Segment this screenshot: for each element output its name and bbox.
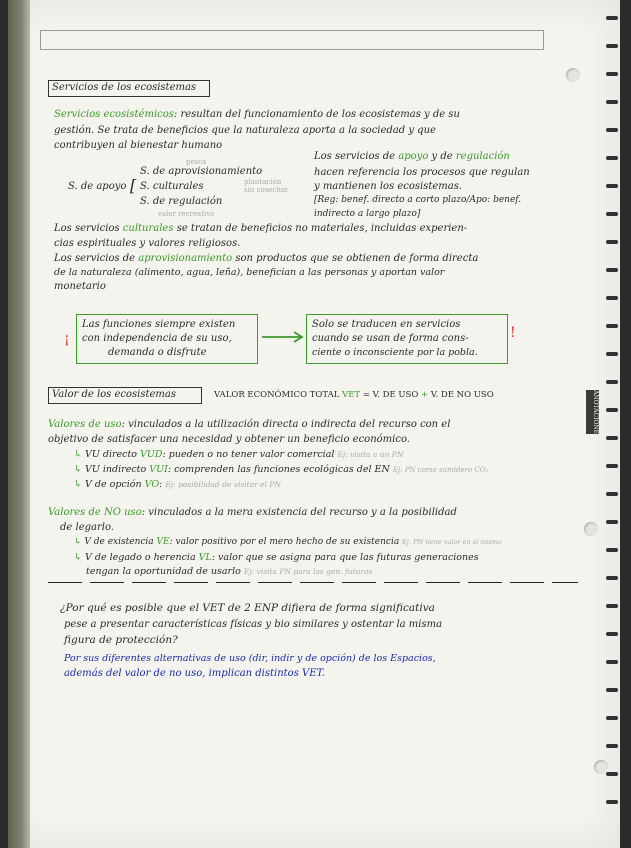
answer-line-1: Por sus diferentes alternativas de uso (dir, indir y de opción) de los Espacios, <box>64 653 436 664</box>
vet-formula: VALOR ECONÓMICO TOTAL VET = V. DE USO + V. DE NO USO <box>214 390 494 400</box>
ring <box>606 240 618 244</box>
callout-left-line-3: demanda o disfrute <box>108 347 207 358</box>
separator-dash <box>258 582 292 584</box>
ring <box>606 324 618 328</box>
separator-dash <box>468 582 502 584</box>
separator-dash <box>132 582 166 584</box>
ring <box>606 772 618 776</box>
binder-rings <box>606 0 620 848</box>
service-regulacion: S. de regulación <box>140 196 223 207</box>
ring <box>606 632 618 636</box>
header-field <box>40 30 544 50</box>
punch-hole <box>594 760 608 774</box>
punch-hole <box>584 522 598 536</box>
no-uso-item-ve: ↳ V de existencia VE: valor positivo por el mero hecho de su existencia Ej: PN tiene valor en sí mismo <box>74 537 502 547</box>
ring <box>606 16 618 20</box>
ring <box>606 44 618 48</box>
valor-title: Valor de los ecosistemas <box>52 389 176 400</box>
index-sticker: ANOTACIONES <box>586 390 599 434</box>
separator-dash <box>552 582 578 584</box>
separator-dash <box>342 582 376 584</box>
punch-hole <box>566 68 580 82</box>
callout-right-line-3: ciente o inconsciente por la pobla. <box>312 347 478 358</box>
ring <box>606 352 618 356</box>
callout-left-line-2: con independencia de su uso, <box>82 333 232 344</box>
definition-term: Servicios ecosistémicos <box>54 109 174 120</box>
uso-line-1: Valores de uso: vinculados a la utilización directa o indirecta del recurso con el <box>48 419 451 430</box>
note-line-1: Los servicios de apoyo y de regulación <box>314 151 510 162</box>
ring <box>606 380 618 384</box>
ring <box>606 576 618 580</box>
separator-dash <box>510 582 544 584</box>
cultural-line-4: de la naturaleza (alimento, agua, leña), benefician a las personas y aportan valor <box>54 267 445 278</box>
no-uso-line-2: de legarlo. <box>60 522 114 533</box>
ring <box>606 268 618 272</box>
note-line-2: hacen referencia los procesos que regulan <box>314 167 530 178</box>
note-line-4: [Reg: benef. directo a corto plazo/Apo: benef. <box>314 195 522 205</box>
note-line-3: y mantienen los ecosistemas. <box>314 181 463 192</box>
uso-item-vo: ↳ V de opción VO: Ej: posibilidad de visitar el PN <box>74 479 281 490</box>
separator-dash <box>48 582 82 584</box>
cultural-line-5: monetario <box>54 281 106 292</box>
ring <box>606 184 618 188</box>
ring <box>606 464 618 468</box>
ring <box>606 408 618 412</box>
uso-item-vud: ↳ VU directo VUD: pueden o no tener valor comercial Ej: visita a un PN <box>74 449 404 460</box>
answer-line-2: además del valor de no uso, implican distintos VET. <box>64 668 325 679</box>
definition-line-1: Servicios ecosistémicos: resultan del funcionamiento de los ecosistemas y de su <box>54 109 460 120</box>
ring <box>606 660 618 664</box>
service-culturales: S. culturales <box>140 181 204 192</box>
ring <box>606 520 618 524</box>
ring <box>606 156 618 160</box>
service-aprovisionamiento: S. de aprovisionamiento <box>140 166 263 177</box>
ring <box>606 436 618 440</box>
separator-dash <box>384 582 418 584</box>
separator-dash <box>426 582 460 584</box>
bracket: [ <box>130 176 137 195</box>
annotation-plantacion: plantación sin cosechar <box>244 178 289 194</box>
separator-dash <box>174 582 208 584</box>
ring <box>606 744 618 748</box>
separator-dash <box>90 582 124 584</box>
ring <box>606 128 618 132</box>
ring <box>606 716 618 720</box>
no-uso-line-1: Valores de NO uso: vinculados a la mera existencia del recurso y a la posibilidad <box>48 507 457 518</box>
annotation-valor-recreativo: valor recreativo <box>158 210 215 218</box>
notebook-page <box>8 0 620 848</box>
definition-line-3: contribuyen al bienestar humano <box>54 140 223 151</box>
ring <box>606 212 618 216</box>
uso-line-2: objetivo de satisfacer una necesidad y obtener un beneficio económico. <box>48 434 410 445</box>
separator-dash <box>300 582 334 584</box>
cultural-line-1: Los servicios culturales se tratan de beneficios no materiales, incluidas experien- <box>54 223 468 234</box>
ring <box>606 296 618 300</box>
note-line-5: indirecto a largo plazo] <box>314 209 421 219</box>
services-root: S. de apoyo <box>68 181 127 192</box>
annotation-pesca: pesca <box>186 158 207 166</box>
ring <box>606 72 618 76</box>
callout-left-line-1: Las funciones siempre existen <box>82 319 236 330</box>
ring <box>606 548 618 552</box>
exclaim-left: ¡ <box>64 331 70 347</box>
question-line-3: figura de protección? <box>64 634 178 646</box>
cultural-line-3: Los servicios de aprovisionamiento son productos que se obtienen de forma directa <box>54 253 479 264</box>
no-uso-line-last: tengan la oportunidad de usarlo Ej: visita PN para las gen. futuras <box>86 566 373 577</box>
separator-dash <box>216 582 250 584</box>
no-uso-item-vl: ↳ V de legado o herencia VL: valor que se asigna para que las futuras generaciones <box>74 552 479 563</box>
exclaim-right: ! <box>510 325 516 341</box>
notebook-spine <box>8 0 30 848</box>
ring <box>606 688 618 692</box>
callout-right-line-2: cuando se usan de forma cons- <box>312 333 469 344</box>
section-title: Servicios de los ecosistemas <box>52 82 197 93</box>
ring <box>606 100 618 104</box>
ring <box>606 492 618 496</box>
callout-right-line-1: Solo se traducen en servicios <box>312 319 461 330</box>
cultural-line-2: cias espirituales y valores religiosos. <box>54 238 241 249</box>
definition-line-2: gestión. Se trata de beneficios que la naturaleza aporta a la sociedad y que <box>54 125 436 136</box>
ring <box>606 800 618 804</box>
question-line-1: ¿Por qué es posible que el VET de 2 ENP difiera de forma significativa <box>60 602 435 614</box>
callout-arrow <box>260 330 306 344</box>
question-line-2: pese a presentar características físicas y bio similares y ostentar la misma <box>64 619 443 630</box>
ring <box>606 604 618 608</box>
uso-item-vui: ↳ VU indirecto VUI: comprenden las funciones ecológicas del EN Ej: PN como sumidero CO₂ <box>74 464 489 475</box>
